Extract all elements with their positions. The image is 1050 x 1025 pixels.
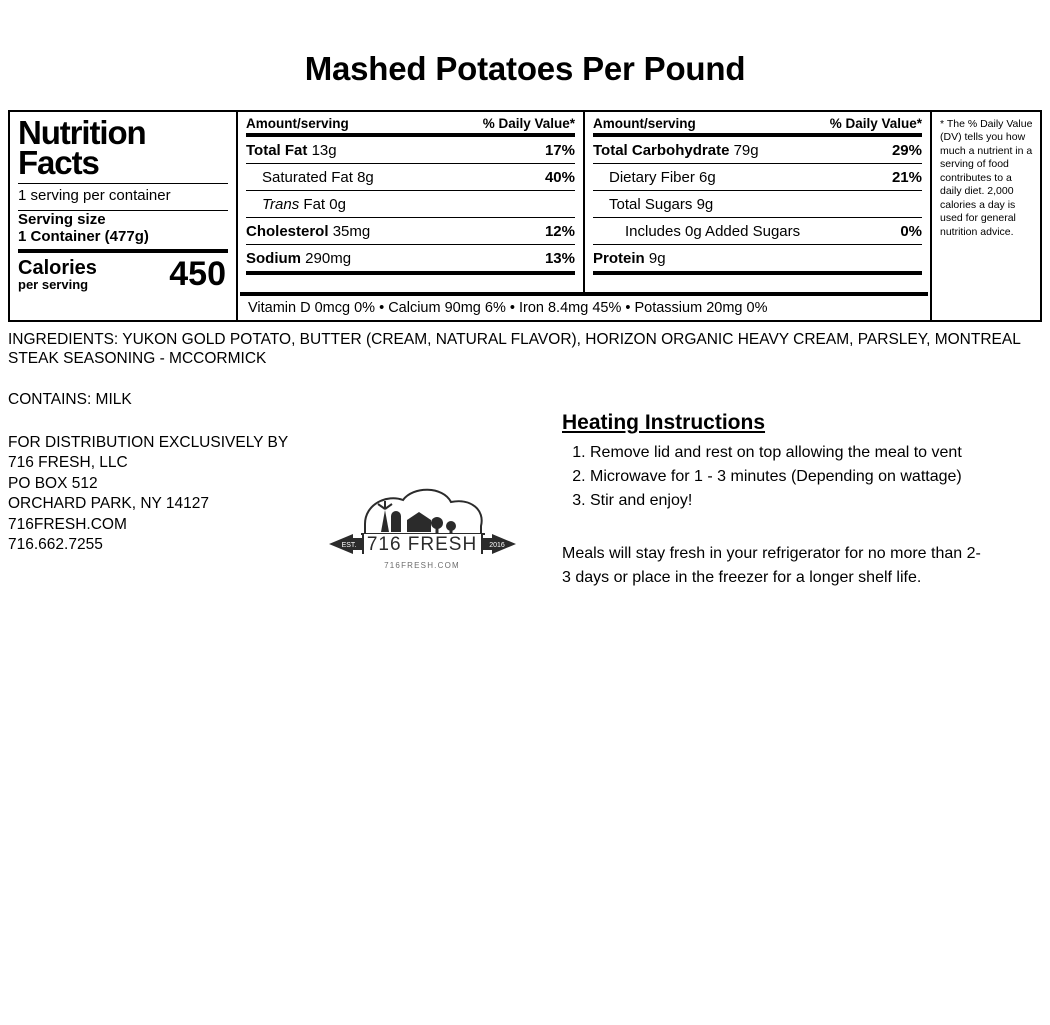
nutrient-dv: 13% bbox=[544, 250, 575, 267]
nutrient-name: Dietary Fiber bbox=[609, 169, 695, 186]
nutrient-amount: 290mg bbox=[305, 250, 352, 267]
barn-icon bbox=[407, 512, 431, 532]
column-header-right bbox=[593, 116, 922, 133]
nutrient-dv: 17% bbox=[544, 142, 575, 159]
calories-sublabel: per serving bbox=[18, 277, 89, 293]
table-row bbox=[246, 191, 575, 217]
calories-row bbox=[18, 255, 228, 294]
nutrient-column-right bbox=[585, 112, 930, 320]
logo-graphic bbox=[325, 476, 520, 581]
ingredients-text: INGREDIENTS: YUKON GOLD POTATO, BUTTER (CREAM, NATURAL FLAVOR), HORIZON ORGANIC HEAVY CREAM, PARSLEY, MONTREAL STEAK SEASONING - MCCORMICK bbox=[8, 331, 1021, 368]
nutrient-columns bbox=[238, 112, 930, 320]
nutrition-summary-column bbox=[10, 112, 238, 320]
nutrient-amount: 6g bbox=[699, 169, 716, 186]
distributor-line-4: ORCHARD PARK, NY 14127 bbox=[8, 495, 210, 513]
distributor-block bbox=[8, 433, 288, 556]
daily-value-footnote: * The % Daily Value (DV) tells you how much a nutrient in a serving of food contributes to a daily diet. 2,000 calories a day is used for general nutrition advice. bbox=[930, 112, 1040, 320]
brand-logo bbox=[325, 476, 520, 581]
table-row bbox=[246, 245, 575, 271]
divider-medium bbox=[18, 249, 228, 253]
nutrient-amount: 35mg bbox=[332, 223, 371, 240]
logo-url-text: 716FRESH.COM bbox=[384, 560, 460, 570]
heating-instructions-title: Heating Instructions bbox=[562, 410, 766, 434]
table-row bbox=[593, 218, 922, 244]
servings-per-container: 1 serving per container bbox=[18, 186, 171, 204]
divider-medium bbox=[593, 271, 922, 275]
nutrient-name: Saturated Fat bbox=[262, 169, 353, 186]
serving-size-label: Serving size bbox=[18, 210, 106, 228]
nutrient-amount: 13g bbox=[311, 142, 337, 159]
nutrition-facts-heading-line1: Nutrition bbox=[18, 114, 146, 151]
list-item: 1. Remove lid and rest on top allowing the meal to vent bbox=[590, 441, 992, 464]
nutrient-amount: 8g bbox=[357, 169, 374, 186]
nutrient-amount: Fat 0g bbox=[303, 196, 346, 213]
nutrition-facts-heading bbox=[18, 114, 228, 182]
distributor-line-3: PO BOX 512 bbox=[8, 474, 98, 492]
allergen-contains-text: CONTAINS: MILK bbox=[8, 390, 132, 408]
nutrition-facts-panel bbox=[8, 110, 1042, 322]
windmill-icon bbox=[381, 510, 389, 532]
column-header-left bbox=[246, 116, 575, 133]
nutrient-name: Protein bbox=[593, 250, 645, 267]
distributor-phone: 716.662.7255 bbox=[8, 536, 103, 554]
nutrient-amount: 9g bbox=[696, 196, 714, 213]
logo-est-text: EST. bbox=[341, 541, 357, 549]
table-row bbox=[593, 191, 922, 217]
logo-brand-text: 716 FRESH bbox=[366, 533, 478, 555]
nutrient-name: Total Sugars bbox=[609, 196, 693, 213]
nutrient-name: Includes 0g Added Sugars bbox=[625, 223, 801, 240]
nutrient-amount: 79g bbox=[733, 142, 759, 159]
lower-section bbox=[0, 410, 1050, 723]
table-row bbox=[246, 137, 575, 163]
logo-year-text: 2016 bbox=[489, 541, 505, 549]
nutrient-dv: 40% bbox=[544, 169, 575, 186]
table-row bbox=[593, 245, 922, 271]
distributor-line-2: 716 FRESH, LLC bbox=[8, 454, 128, 472]
nutrient-dv: 12% bbox=[544, 223, 575, 240]
nutrient-dv: 21% bbox=[891, 169, 922, 186]
nutrient-column-left bbox=[238, 112, 585, 320]
nutrient-dv: 29% bbox=[891, 142, 922, 159]
calories-label: Calories bbox=[18, 257, 97, 280]
nutrient-name: Cholesterol bbox=[246, 223, 329, 240]
distributor-website: 716FRESH.COM bbox=[8, 515, 127, 533]
vitamins-row: Vitamin D 0mcg 0% • Calcium 90mg 6% • Iron 8.4mg 45% • Potassium 20mg 0% bbox=[240, 292, 928, 320]
table-row bbox=[593, 137, 922, 163]
amount-per-serving-header: Amount/serving bbox=[246, 116, 349, 131]
nutrient-name: Sodium bbox=[246, 250, 301, 267]
heating-instructions-block bbox=[562, 411, 992, 589]
table-row bbox=[246, 164, 575, 190]
nutrient-amount: 9g bbox=[648, 250, 666, 267]
calories-label-group bbox=[18, 258, 97, 291]
list-item: 2. Microwave for 1 - 3 minutes (Depending on wattage) bbox=[590, 465, 992, 488]
serving-size-value: 1 Container (477g) bbox=[18, 227, 149, 245]
divider-medium bbox=[246, 271, 575, 275]
distributor-line-1: FOR DISTRIBUTION EXCLUSIVELY BY bbox=[8, 433, 289, 451]
nutrition-facts-heading-line2: Facts bbox=[18, 144, 99, 182]
daily-value-header: % Daily Value* bbox=[829, 116, 922, 131]
page-title: Mashed Potatoes Per Pound bbox=[304, 50, 746, 87]
nutrient-name: Total Fat bbox=[246, 142, 308, 159]
silo-icon bbox=[391, 511, 401, 532]
table-row bbox=[593, 164, 922, 190]
nutrient-name: Total Carbohydrate bbox=[593, 142, 730, 159]
calories-value: 450 bbox=[169, 255, 226, 294]
storage-note: Meals will stay fresh in your refrigerator for no more than 2-3 days or place in the freezer for a longer shelf life. bbox=[562, 545, 981, 586]
heating-steps-list bbox=[562, 441, 992, 513]
tree-trunk bbox=[436, 526, 439, 533]
nutrient-dv: 0% bbox=[900, 223, 922, 240]
daily-value-header: % Daily Value* bbox=[482, 116, 575, 131]
nutrient-name: Trans bbox=[262, 196, 300, 213]
amount-per-serving-header: Amount/serving bbox=[593, 116, 696, 131]
list-item: 3. Stir and enjoy! bbox=[590, 489, 992, 512]
table-row bbox=[246, 218, 575, 244]
